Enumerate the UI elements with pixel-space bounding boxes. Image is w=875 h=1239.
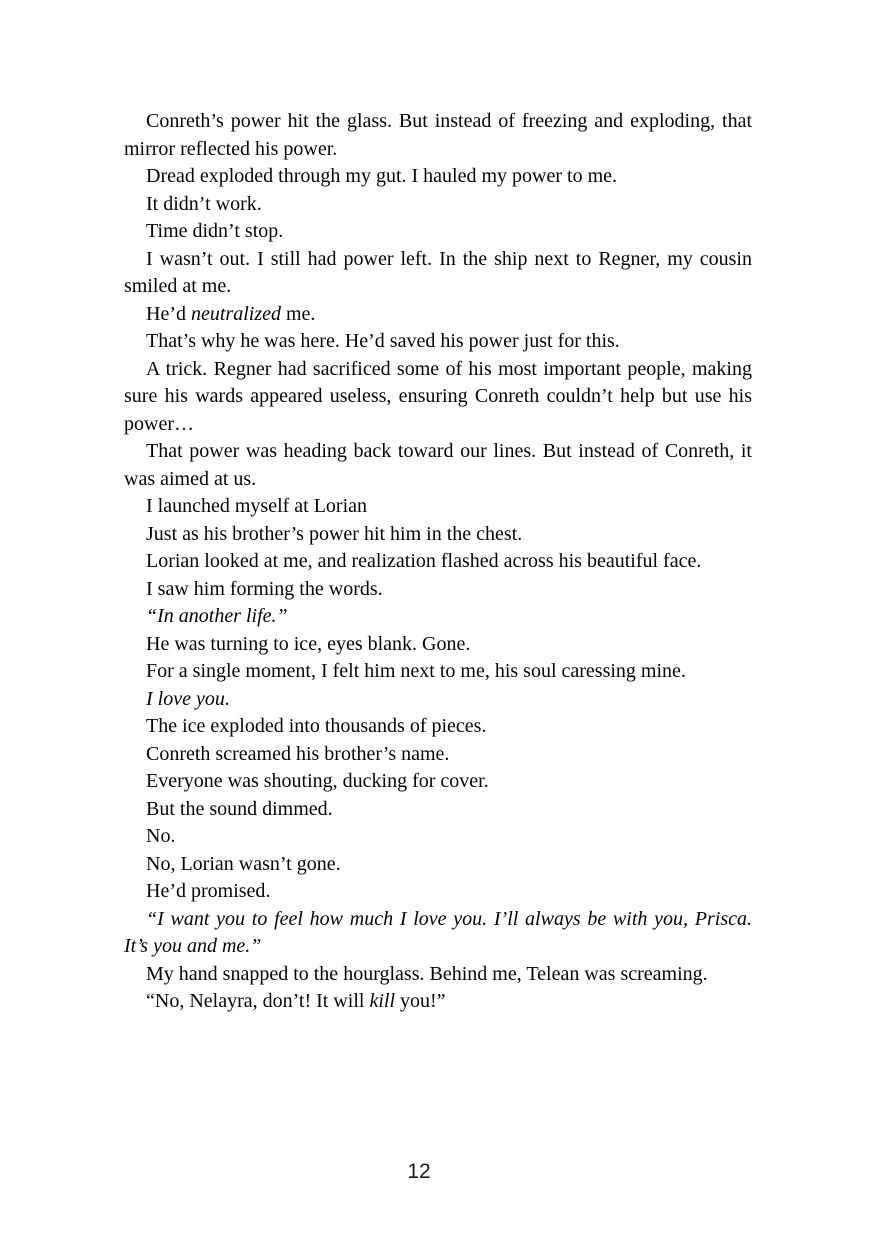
text-run: Dread exploded through my gut. I hauled my power to me. <box>146 165 617 187</box>
text-run: Conreth screamed his brother’s name. <box>146 742 450 765</box>
paragraph <box>124 878 752 906</box>
text-run: Everyone was shouting, ducking for cover. <box>146 770 489 792</box>
paragraph <box>124 713 752 741</box>
text-run: I wasn’t out. I still had power left. In the ship next to Regner, my cousin smiled at me. <box>124 247 752 297</box>
paragraph <box>124 851 752 879</box>
paragraph <box>124 741 752 769</box>
paragraph <box>124 906 752 961</box>
paragraph <box>124 576 752 604</box>
page-text <box>124 108 752 1016</box>
paragraph <box>124 823 752 851</box>
paragraph <box>124 521 752 549</box>
paragraph <box>124 108 752 163</box>
text-run: He’d promised. <box>146 880 271 902</box>
text-run: He was turning to ice, eyes blank. Gone. <box>146 632 471 655</box>
paragraph <box>124 658 752 686</box>
text-run: That’s why he was here. He’d saved his power just for this. <box>146 330 620 352</box>
text-run: Conreth’s power hit the glass. But instead of freezing and exploding, that mirror reflected his power. <box>124 110 752 160</box>
text-run: I launched myself at Lorian <box>146 495 368 517</box>
paragraph <box>124 301 752 329</box>
paragraph <box>124 686 752 714</box>
text-run: Time didn’t stop. <box>146 220 284 242</box>
paragraph <box>124 493 752 521</box>
paragraph <box>124 246 752 301</box>
paragraph <box>124 356 752 439</box>
text-run: I saw him forming the words. <box>146 577 383 600</box>
italic-text-run: neutralized <box>190 302 281 325</box>
text-run: For a single moment, I felt him next to me, his soul caressing mine. <box>146 660 686 682</box>
text-run: No. <box>146 825 176 847</box>
paragraph <box>124 631 752 659</box>
paragraph <box>124 328 752 356</box>
text-run: you!” <box>395 990 446 1012</box>
text-run: He’d <box>146 302 191 325</box>
paragraph <box>124 548 752 576</box>
paragraph <box>124 988 752 1016</box>
text-run: Just as his brother’s power hit him in the chest. <box>146 522 523 545</box>
italic-text-run: “In another life.” <box>146 605 288 627</box>
paragraph <box>124 603 752 631</box>
paragraph <box>124 218 752 246</box>
text-run: me. <box>280 302 316 325</box>
italic-text-run: kill <box>369 990 396 1012</box>
text-run: That power was heading back toward our lines. But instead of Conreth, it was aimed at us. <box>124 440 752 490</box>
text-run: A trick. Regner had sacrificed some of his most important people, making sure his wards appeared useless, ensuring Conreth couldn’t help but use his power… <box>124 357 752 435</box>
text-run: It didn’t work. <box>146 192 262 215</box>
paragraph <box>124 961 752 989</box>
page-number: 12 <box>407 1160 431 1183</box>
paragraph <box>124 438 752 493</box>
text-run: But the sound dimmed. <box>146 797 333 820</box>
text-run: Lorian looked at me, and realization flashed across his beautiful face. <box>146 550 702 572</box>
italic-text-run: I love you. <box>146 687 230 710</box>
paragraph <box>124 768 752 796</box>
paragraph <box>124 163 752 191</box>
italic-text-run: “I want you to feel how much I love you. I’ll always be with you, Prisca. It’s you and me.” <box>124 907 752 957</box>
text-run: My hand snapped to the hourglass. Behind me, Telean was screaming. <box>146 962 708 985</box>
text-run: “No, Nelayra, don’t! It will <box>146 990 370 1012</box>
paragraph <box>124 191 752 219</box>
paragraph <box>124 796 752 824</box>
text-run: The ice exploded into thousands of pieces. <box>146 715 487 737</box>
text-run: No, Lorian wasn’t gone. <box>146 852 341 875</box>
